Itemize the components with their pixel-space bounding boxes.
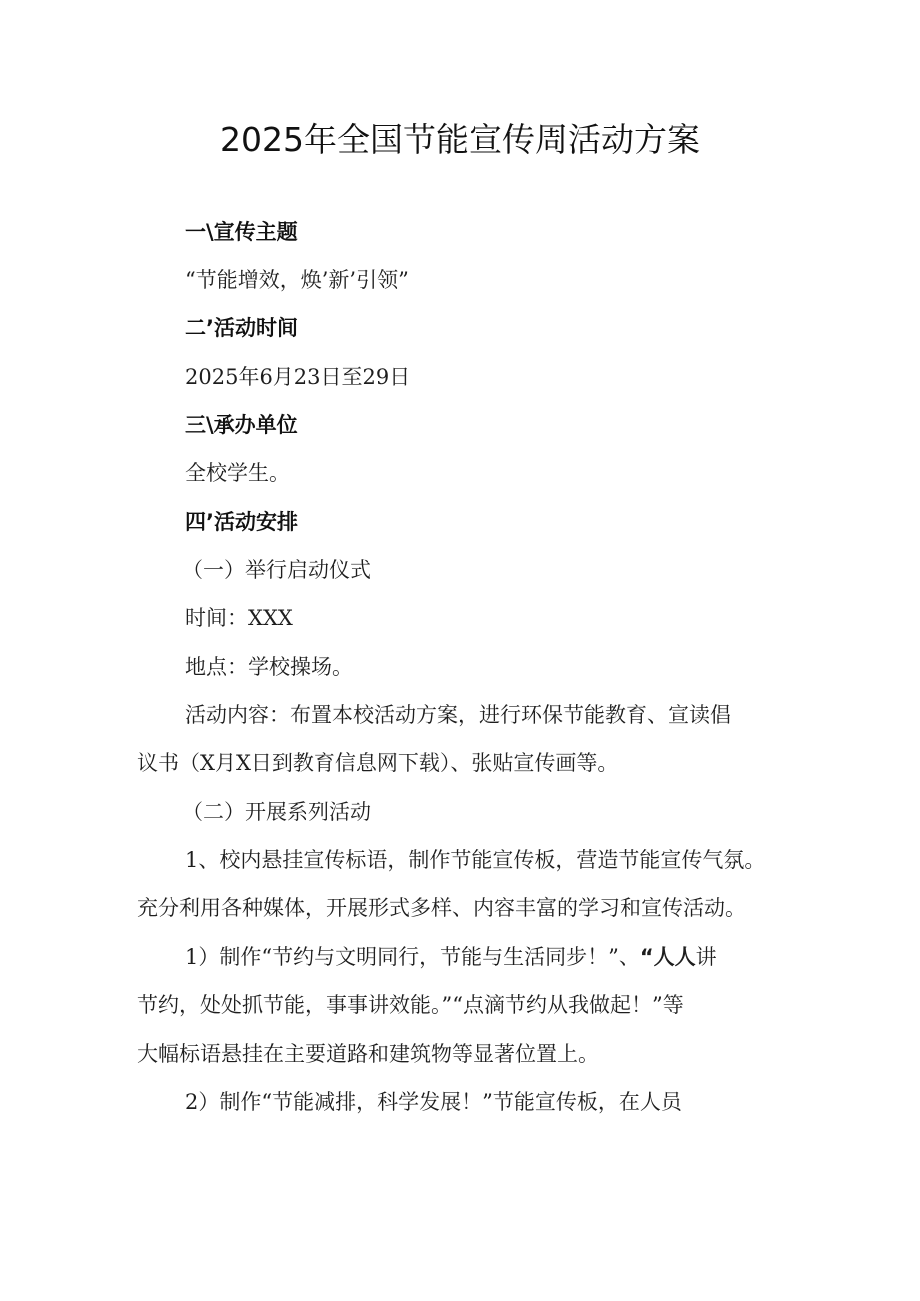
item1a-line1-end: 讲 xyxy=(695,945,717,969)
item1a-line1 xyxy=(185,943,717,971)
activity-dates: 2025年6月23日至29日 xyxy=(185,365,411,389)
subsection-heading-series: （二）开展系列活动 xyxy=(182,800,371,824)
section-heading-time: 二’活动时间 xyxy=(185,316,298,340)
launch-place: 地点：学校操场。 xyxy=(185,655,353,679)
section-heading-theme: 一\宣传主题 xyxy=(185,220,298,244)
launch-content-line2: 议书（X月X日到教育信息网下载）、张贴宣传画等。 xyxy=(137,751,619,775)
organizer-text: 全校学生。 xyxy=(185,461,290,485)
section-heading-arrangement: 四’活动安排 xyxy=(185,510,298,534)
item1-line2: 充分利用各种媒体，开展形式多样、内容丰富的学习和宣传活动。 xyxy=(137,896,746,920)
item1-line1: 1、校内悬挂宣传标语，制作节能宣传板，营造节能宣传气氛。 xyxy=(185,848,766,872)
launch-content-line1: 活动内容：布置本校活动方案，进行环保节能教育、宣读倡 xyxy=(185,703,731,727)
item1a-line1-bold: “人人 xyxy=(639,945,696,969)
item1a-line3: 大幅标语悬挂在主要道路和建筑物等显著位置上。 xyxy=(137,1042,599,1066)
document-title: 2025年全国节能宣传周活动方案 xyxy=(220,120,700,159)
section-heading-organizer: 三\承办单位 xyxy=(185,413,298,437)
item1b-line1: 2）制作“节能减排，科学发展！”节能宣传板，在人员 xyxy=(185,1090,682,1114)
item1a-line2: 节约，处处抓节能，事事讲效能。”“点滴节约从我做起！”等 xyxy=(137,993,684,1017)
subsection-heading-launch: （一）举行启动仪式 xyxy=(182,558,371,582)
theme-slogan: “节能增效，焕’新’引领” xyxy=(185,268,409,292)
item1a-line1-text: 1）制作“节约与文明同行，节能与生活同步！”、 xyxy=(185,945,640,969)
launch-time: 时间：XXX xyxy=(185,606,293,630)
